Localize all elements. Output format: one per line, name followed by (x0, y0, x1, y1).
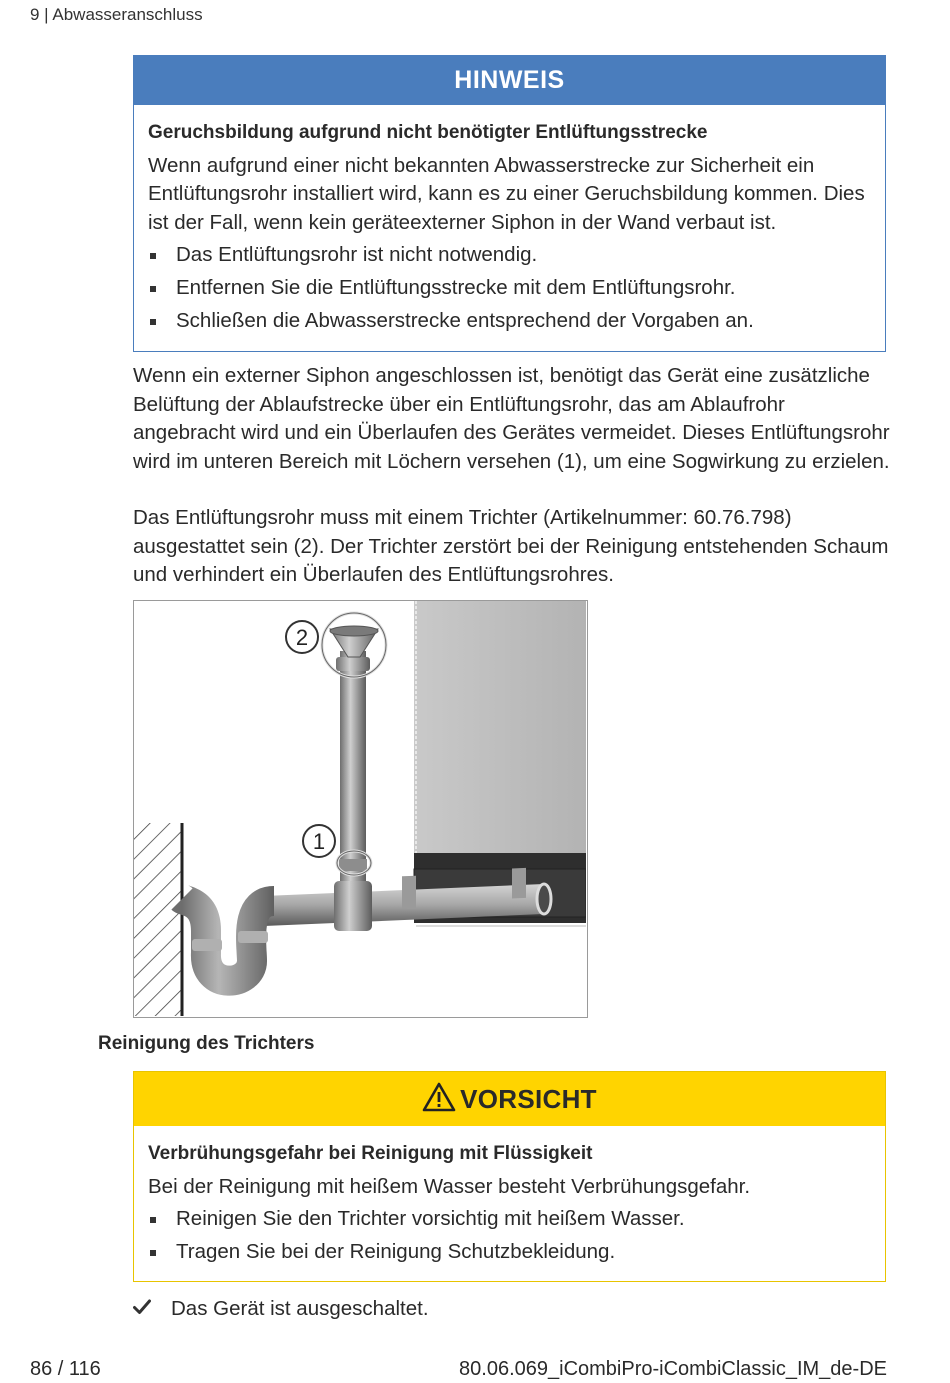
list-item: Schließen die Abwasserstrecke entsprechend der Vorgaben an. (148, 307, 871, 336)
vorsicht-title: Verbrühungsgefahr bei Reinigung mit Flüssigkeit (148, 1143, 593, 1164)
wall-hatching (134, 823, 182, 1016)
precondition-item (133, 1296, 429, 1321)
hinweis-header: HINWEIS (134, 56, 885, 105)
warning-triangle-icon (422, 1076, 456, 1130)
callout-2: 2 (295, 625, 309, 650)
appliance-body (414, 601, 586, 853)
drain-pipe-illustration (134, 601, 586, 1016)
hinweis-body (134, 105, 885, 336)
hinweis-text: Wenn aufgrund einer nicht bekannten Abwasserstrecke zur Sicherheit ein Entlüftungsrohr installiert wird, kann es zu einer Geruchsbildung kommen. Dies ist der Fall, wenn kein geräteexterner Siphon in der Wand verbaut ist. (148, 153, 865, 234)
hinweis-notice (133, 55, 886, 352)
section-heading: Reinigung des Trichters (98, 1033, 315, 1054)
vorsicht-body (134, 1126, 885, 1267)
list-item: Das Entlüftungsrohr ist nicht notwendig. (148, 241, 871, 270)
body-paragraph-2: Das Entlüftungsrohr muss mit einem Trichter (Artikelnummer: 60.76.798) ausgestattet sein (2). Der Trichter zerstört bei der Reinigung entstehenden Schaum und verhindert ein Überlaufen des Entlüftungsrohres. (133, 506, 889, 586)
page-number: 86 / 116 (30, 1358, 101, 1380)
checkmark-icon (133, 1297, 163, 1321)
hinweis-title: Geruchsbildung aufgrund nicht benötigter Entlüftungsstrecke (148, 122, 708, 143)
vorsicht-label: VORSICHT (460, 1084, 597, 1114)
document-id: 80.06.069_iCombiPro-iCombiClassic_IM_de-DE (459, 1358, 887, 1380)
callout-1: 1 (312, 829, 326, 854)
vorsicht-list (148, 1205, 871, 1267)
vorsicht-notice (133, 1071, 886, 1282)
list-item: Tragen Sie bei der Reinigung Schutzbekleidung. (148, 1238, 871, 1267)
vorsicht-header (134, 1072, 885, 1126)
list-item: Reinigen Sie den Trichter vorsichtig mit heißem Wasser. (148, 1205, 871, 1234)
precondition-text: Das Gerät ist ausgeschaltet. (171, 1296, 429, 1320)
running-head: 9 | Abwasseranschluss (30, 5, 203, 24)
drain-pipe-figure (133, 600, 588, 1018)
list-item: Entfernen Sie die Entlüftungsstrecke mit dem Entlüftungsrohr. (148, 274, 871, 303)
body-paragraph-1: Wenn ein externer Siphon angeschlossen ist, benötigt das Gerät eine zusätzliche Belüftung der Ablaufstrecke über ein Entlüftungsrohr, das am Ablaufrohr angebracht wird und ein Überlaufen des Gerätes vermeidet. Dieses Entlüftungsrohr wird im unteren Bereich mit Löchern versehen (1), um eine Sogwirkung zu erzielen. (133, 364, 890, 473)
hinweis-list (148, 241, 871, 336)
vorsicht-text: Bei der Reinigung mit heißem Wasser besteht Verbrühungsgefahr. (148, 1174, 751, 1198)
